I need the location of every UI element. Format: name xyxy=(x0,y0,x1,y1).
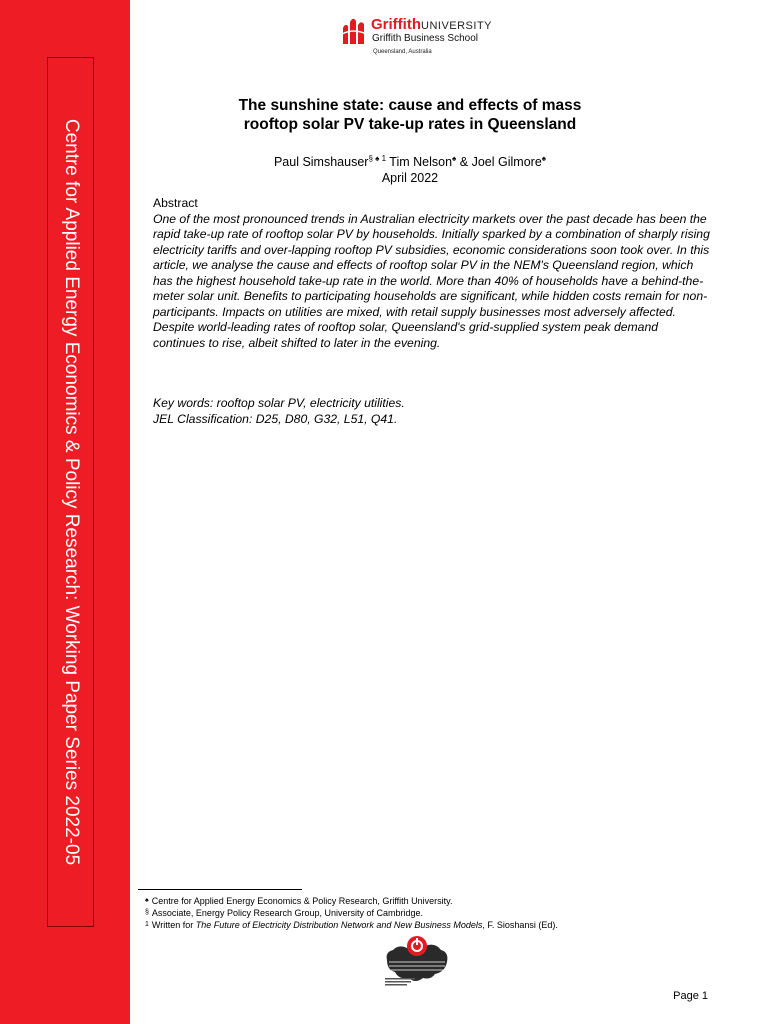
footnote-3-title: The Future of Electricity Distribution Network and New Business Models xyxy=(195,920,483,930)
footnote-2-mark: § xyxy=(145,909,149,916)
footnote-divider xyxy=(138,889,302,890)
author-2: Tim Nelson xyxy=(389,155,453,170)
footnotes xyxy=(145,895,705,931)
series-title: Centre for Applied Energy Economics & Policy Research: Working Paper Series 2022-05 xyxy=(61,118,82,866)
jel-classification: JEL Classification: D25, D80, G32, L51, Q41. xyxy=(153,411,398,426)
title-line-2: rooftop solar PV take-up rates in Queensland xyxy=(243,116,577,133)
keywords-section xyxy=(153,396,713,427)
abstract-heading: Abstract xyxy=(153,196,198,210)
keywords-line: Key words: rooftop solar PV, electricity utilities. xyxy=(153,396,405,410)
flame-icon xyxy=(340,14,368,46)
university-word: UNIVERSITY xyxy=(421,20,493,32)
abstract-section xyxy=(153,196,713,351)
paper-title xyxy=(160,96,660,134)
author-3: Joel Gilmore xyxy=(471,155,542,170)
university-name xyxy=(371,16,492,33)
sidebar xyxy=(0,0,130,1024)
footnote-1-text: Centre for Applied Energy Economics & Policy Research, Griffith University. xyxy=(151,896,453,906)
title-line-1: The sunshine state: cause and effects of mass xyxy=(238,97,582,114)
author-line xyxy=(160,151,660,170)
author-joiner: & xyxy=(459,155,469,170)
abstract-body: One of the most pronounced trends in Australian electricity markets over the past decade has been the rapid take-up rate of rooftop solar PV by households. Initially sparked by a combination of sharply rising electricity tariffs and over-lapping rooftop PV subsidies, economic considerations soon took over. In this article, we analyse the cause and effects of rooftop solar PV in the NEM's Queensland region, which has the highest household take-up rate in the world. More than 40% of households have a behind-the-meter solar unit. Benefits to participating households are significant, while hidden costs remain for non-participants. Impacts on utilities are mixed, with retail supply businesses most adversely affected. Despite world-leading rates of rooftop solar, Queensland's grid-supplied system peak demand continues to rise, albeit shifted to later in the evening. xyxy=(153,211,710,350)
authors-block xyxy=(160,151,660,186)
logo-location: Queensland, Australia xyxy=(373,49,432,55)
university-brand: Griffith xyxy=(371,16,421,33)
footnote-2 xyxy=(145,907,705,919)
paper-date: April 2022 xyxy=(381,171,439,186)
footnote-3-prefix: Written for xyxy=(151,920,196,930)
footnote-3-mark: 1 xyxy=(145,921,149,928)
footnote-1-mark: ♠ xyxy=(145,897,149,904)
page-number: Page 1 xyxy=(673,990,708,1002)
author-1: Paul Simshauser xyxy=(273,155,369,170)
author-2-marks: ♠ xyxy=(452,154,457,163)
footnote-2-text: Associate, Energy Policy Research Group, University of Cambridge. xyxy=(151,908,424,918)
footnote-3-suffix: , F. Sioshansi (Ed). xyxy=(482,920,558,930)
energy-centre-emblem xyxy=(375,930,459,986)
author-3-marks: ♠ xyxy=(541,154,547,163)
griffith-logo xyxy=(340,14,493,60)
author-1-marks: § ♠ 1 xyxy=(368,154,387,163)
school-name: Griffith Business School xyxy=(372,33,478,44)
footnote-1 xyxy=(145,895,705,907)
